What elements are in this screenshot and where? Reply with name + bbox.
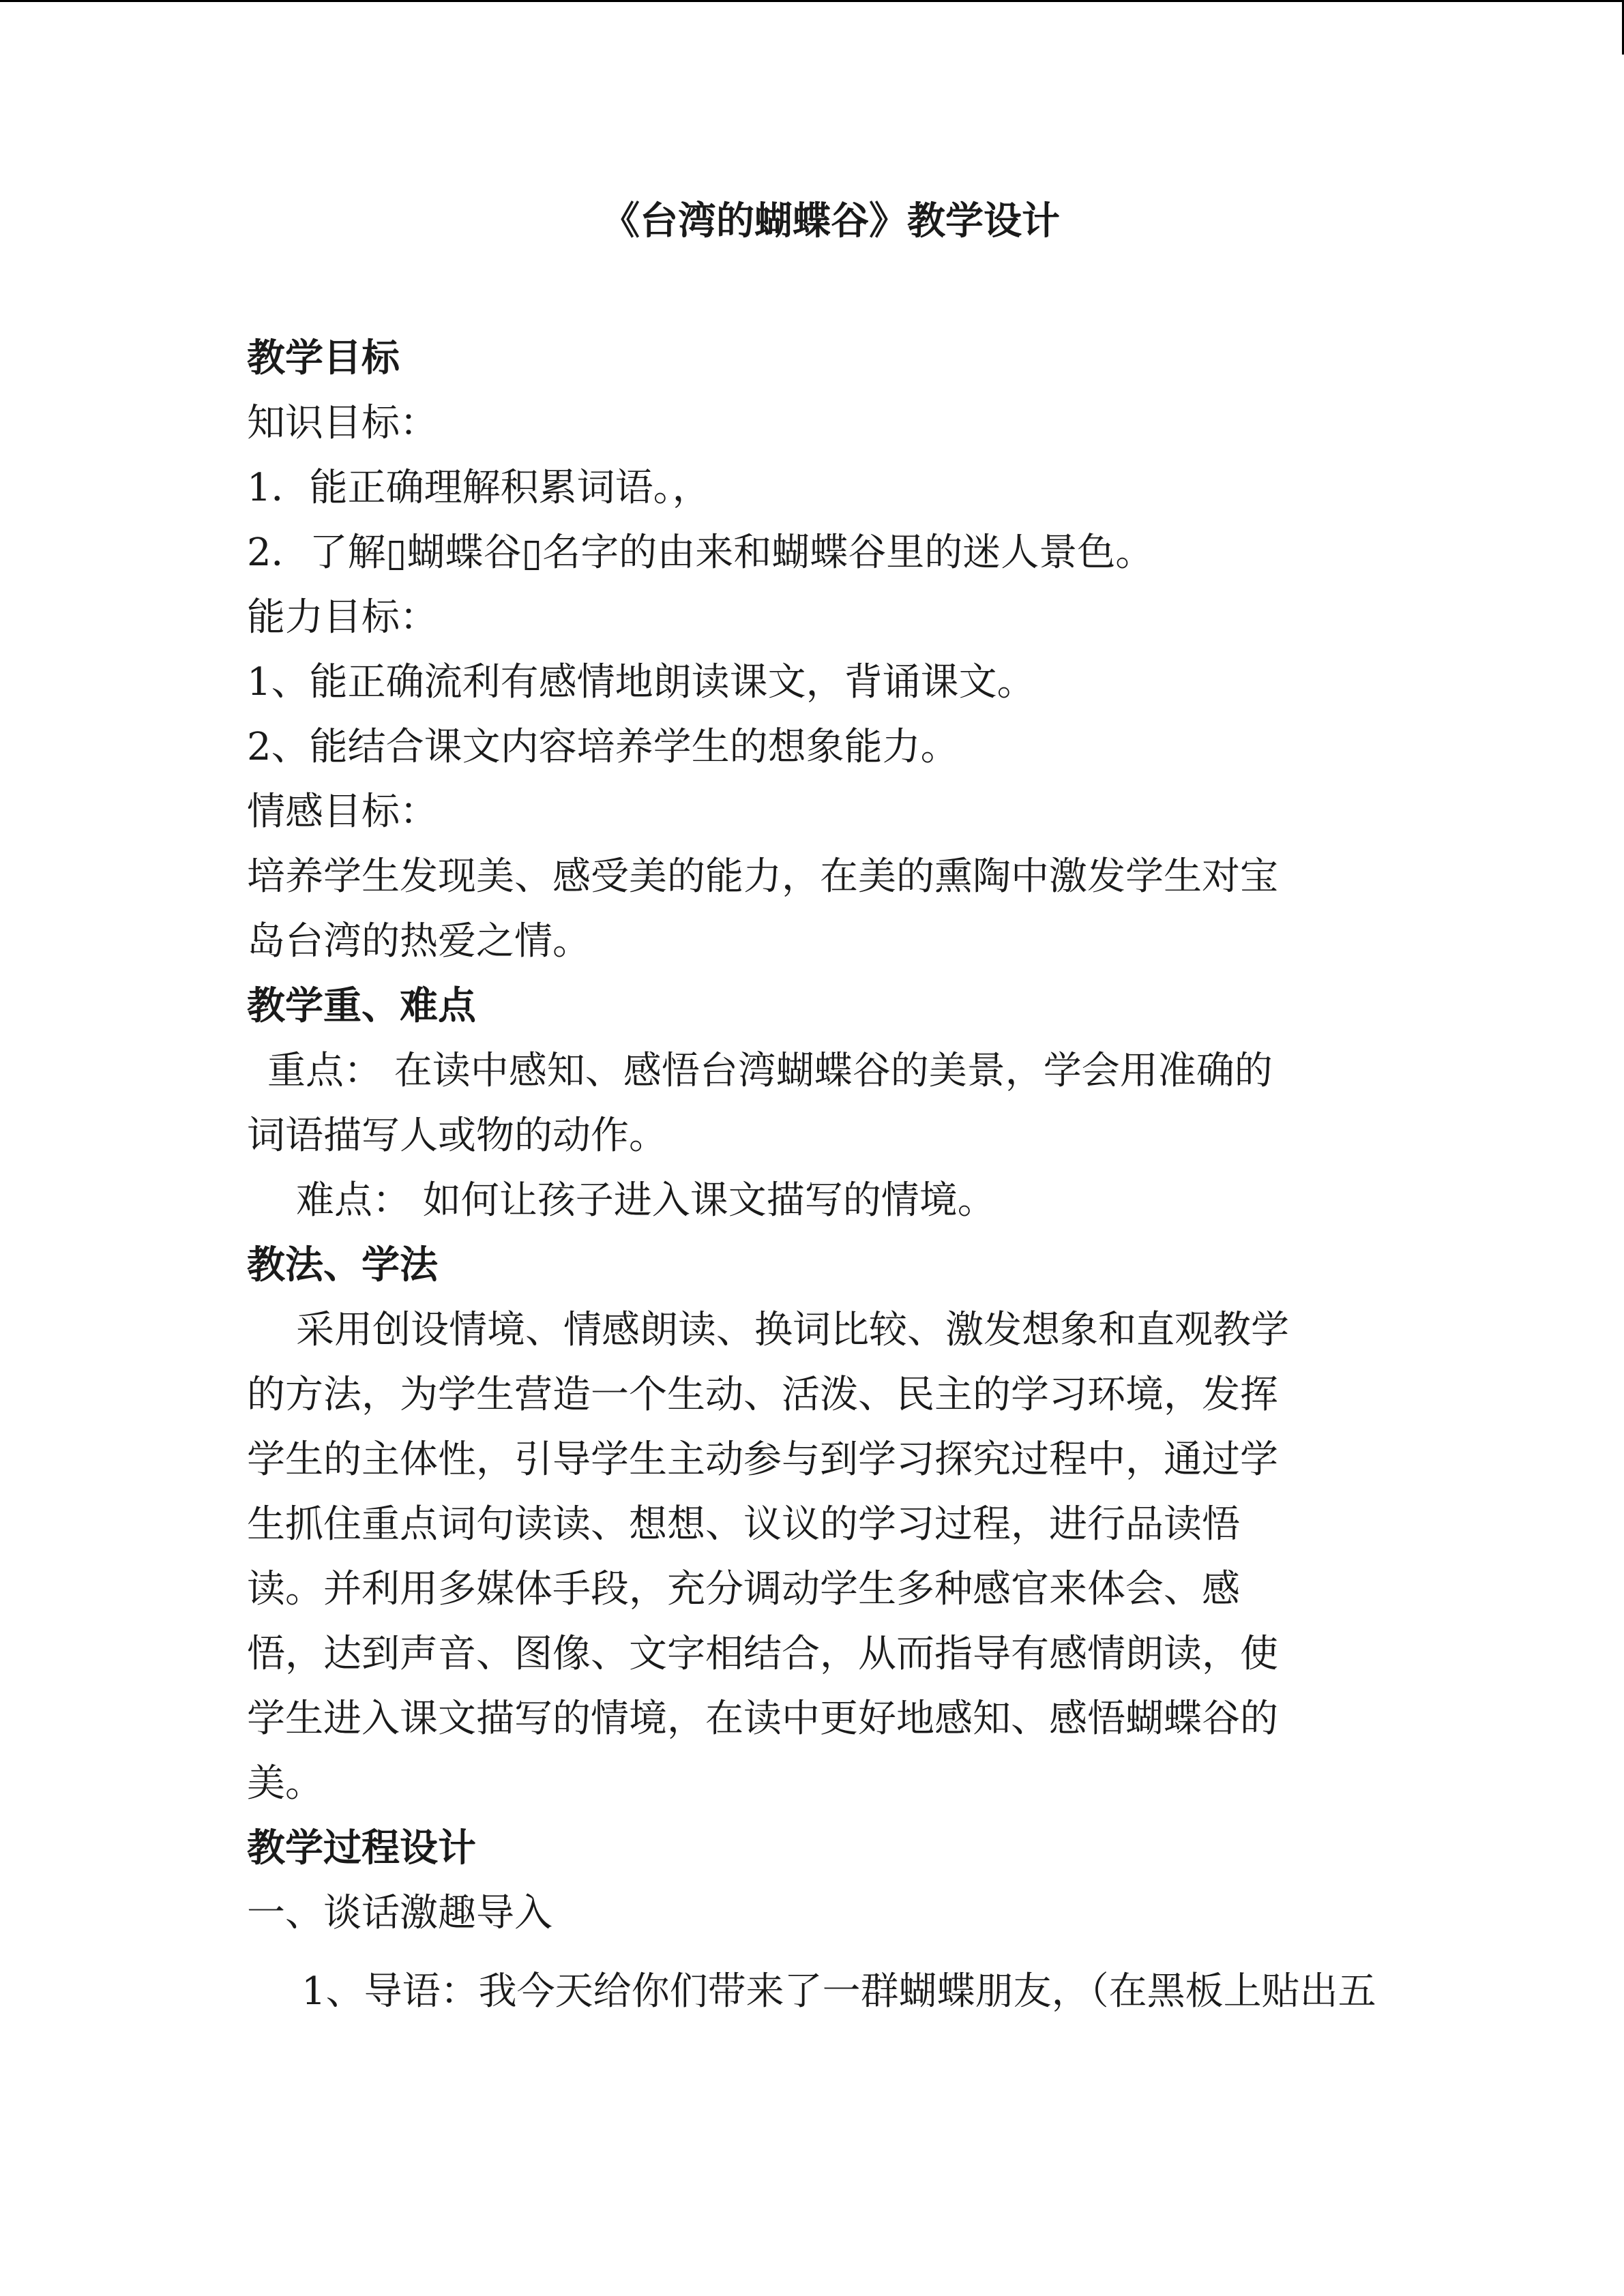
page-top-border <box>0 0 1624 2</box>
text-line: 2．了解▯蝴蝶谷▯名字的由来和蝴蝶谷里的迷人景色。 <box>247 531 1154 575</box>
text-line: 1、能正确流利有感情地朗读课文，背诵课文。 <box>247 660 1035 704</box>
text-line: 学生的主体性，引导学生主动参与到学习探究过程中，通过学 <box>247 1437 1278 1482</box>
text-line: 1．能正确理解积累词语。， <box>247 466 711 510</box>
text-line: 采用创设情境、情感朗读、换词比较、激发想象和直观教学 <box>296 1308 1289 1352</box>
section-heading: 教学重、难点 <box>247 983 476 1028</box>
text-line: 重点： 在读中感知、感悟台湾蝴蝶谷的美景，学会用准确的 <box>267 1049 1273 1093</box>
text-line: 生抓住重点词句读读、想想、议议的学习过程，进行品读悟 <box>247 1502 1240 1547</box>
text-line: 岛台湾的热爱之情。 <box>247 919 591 964</box>
section-heading: 教学过程设计 <box>247 1825 476 1870</box>
text-line: 悟，达到声音、图像、文字相结合，从而指导有感情朗读，使 <box>247 1632 1278 1676</box>
text-line: 一、谈话激趣导入 <box>247 1891 552 1935</box>
text-line: 1、导语：我今天给你们带来了一群蝴蝶朋友，（在黑板上贴出五 <box>301 1969 1376 2014</box>
text-line: 培养学生发现美、感受美的能力，在美的熏陶中激发学生对宝 <box>247 854 1278 899</box>
section-heading: 教法、学法 <box>247 1242 438 1287</box>
text-line: 美。 <box>247 1761 323 1806</box>
text-line: 2、能结合课文内容培养学生的想象能力。 <box>247 725 959 769</box>
document-body <box>247 326 1379 2024</box>
text-line: 词语描写人或物的动作。 <box>247 1114 667 1158</box>
text-line: 读。并利用多媒体手段，充分调动学生多种感官来体会、感 <box>247 1567 1240 1611</box>
text-line: 的方法，为学生营造一个生动、活泼、民主的学习环境，发挥 <box>247 1373 1278 1417</box>
section-heading: 教学目标 <box>247 336 400 381</box>
text-line: 知识目标： <box>247 401 438 445</box>
text-line: 能力目标： <box>247 595 438 640</box>
text-line: 难点： 如何让孩子进入课文描写的情境。 <box>296 1178 996 1223</box>
document-title: 《台湾的蝴蝶谷》教学设计 <box>602 198 1060 243</box>
text-line: 学生进入课文描写的情境，在读中更好地感知、感悟蝴蝶谷的 <box>247 1697 1278 1741</box>
text-line: 情感目标： <box>247 790 438 834</box>
